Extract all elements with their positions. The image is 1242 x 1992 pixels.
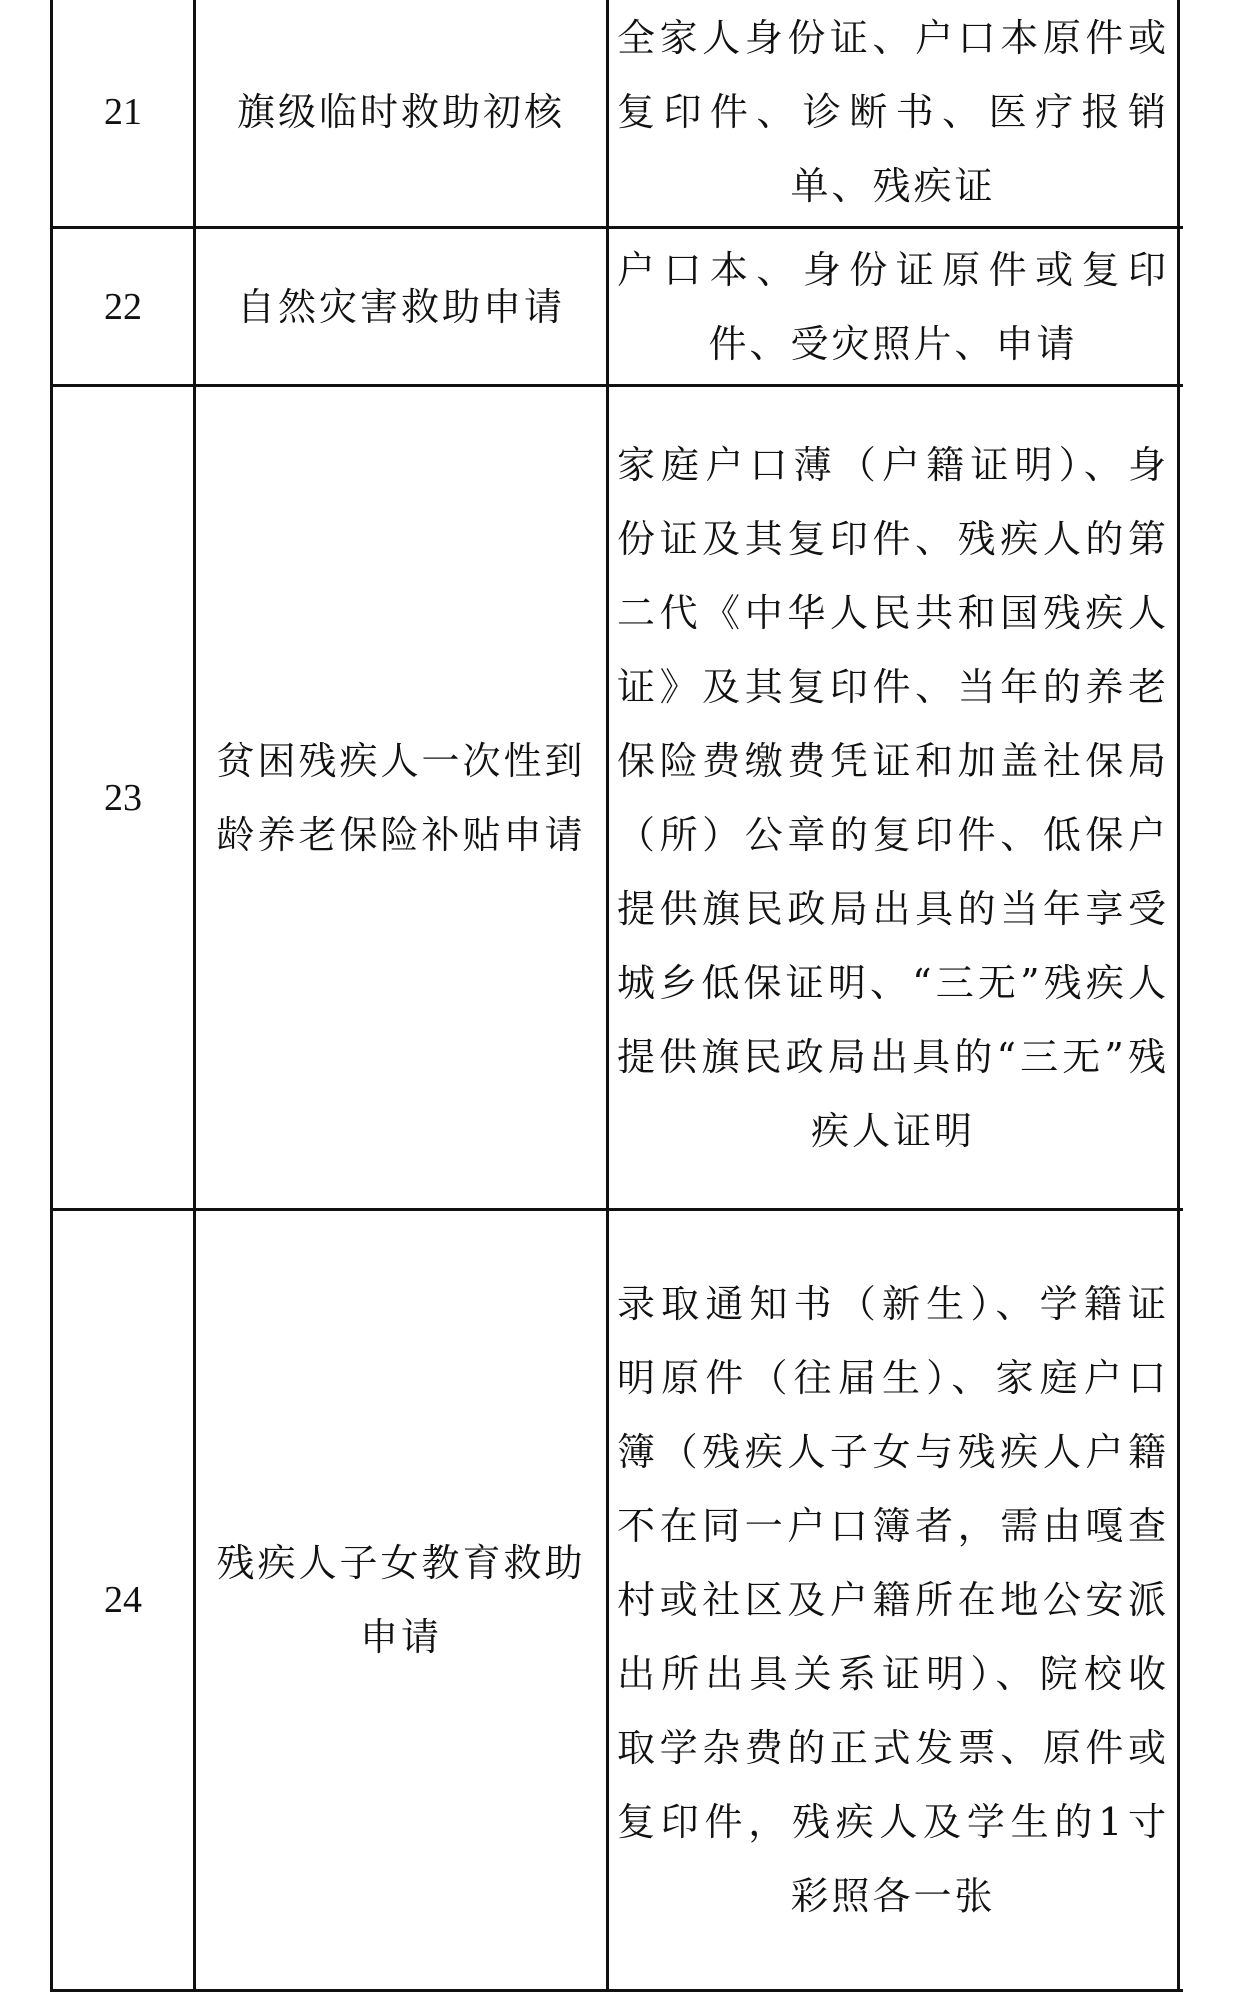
row-number-cell <box>53 1211 196 1989</box>
table-row <box>53 387 1183 1211</box>
row-number-cell <box>53 0 196 226</box>
documents-cell <box>609 1211 1180 1989</box>
row-number: 23 <box>104 776 142 819</box>
requirements-table <box>50 0 1183 1992</box>
item-cell <box>196 387 609 1208</box>
item-cell <box>196 1211 609 1989</box>
required-documents: 家庭户口薄（户籍证明）、身份证及其复印件、残疾人的第二代《中华人民共和国残疾人证》及其复印件、当年的养老保险费缴费凭证和加盖社保局（所）公章的复印件、低保户提供旗民政局出具的当年享受城乡低保证明、“三无”残疾人提供旗民政局出具的“三无”残疾人证明 <box>617 442 1169 1153</box>
table-row <box>53 229 1183 387</box>
documents-cell <box>609 387 1180 1208</box>
item-name: 旗级临时救助初核 <box>236 89 565 134</box>
required-documents: 户口本、身份证原件或复印件、受灾照片、申请 <box>617 247 1169 366</box>
table-row <box>53 1211 1183 1992</box>
item-name: 残疾人子女教育救助申请 <box>216 1541 586 1659</box>
row-number: 21 <box>104 90 142 133</box>
row-number-cell <box>53 229 196 384</box>
item-cell <box>196 229 609 384</box>
item-cell <box>196 0 609 226</box>
documents-cell <box>609 0 1180 226</box>
row-number: 22 <box>104 285 142 328</box>
row-number: 24 <box>104 1579 142 1621</box>
documents-cell <box>609 229 1180 384</box>
required-documents: 全家人身份证、户口本原件或复印件、诊断书、医疗报销单、残疾证 <box>617 15 1169 208</box>
required-documents: 录取通知书（新生）、学籍证明原件（往届生）、家庭户口簿（残疾人子女与残疾人户籍不在同一户口簿者，需由嘎查村或社区及户籍所在地公安派出所出具关系证明）、院校收取学杂费的正式发票、原件或复印件，残疾人及学生的1寸彩照各一张 <box>617 1282 1169 1918</box>
item-name: 贫困残疾人一次性到龄养老保险补贴申请 <box>216 738 586 857</box>
table-row <box>53 0 1183 229</box>
row-number-cell <box>53 387 196 1208</box>
item-name: 自然灾害救助申请 <box>236 284 565 329</box>
